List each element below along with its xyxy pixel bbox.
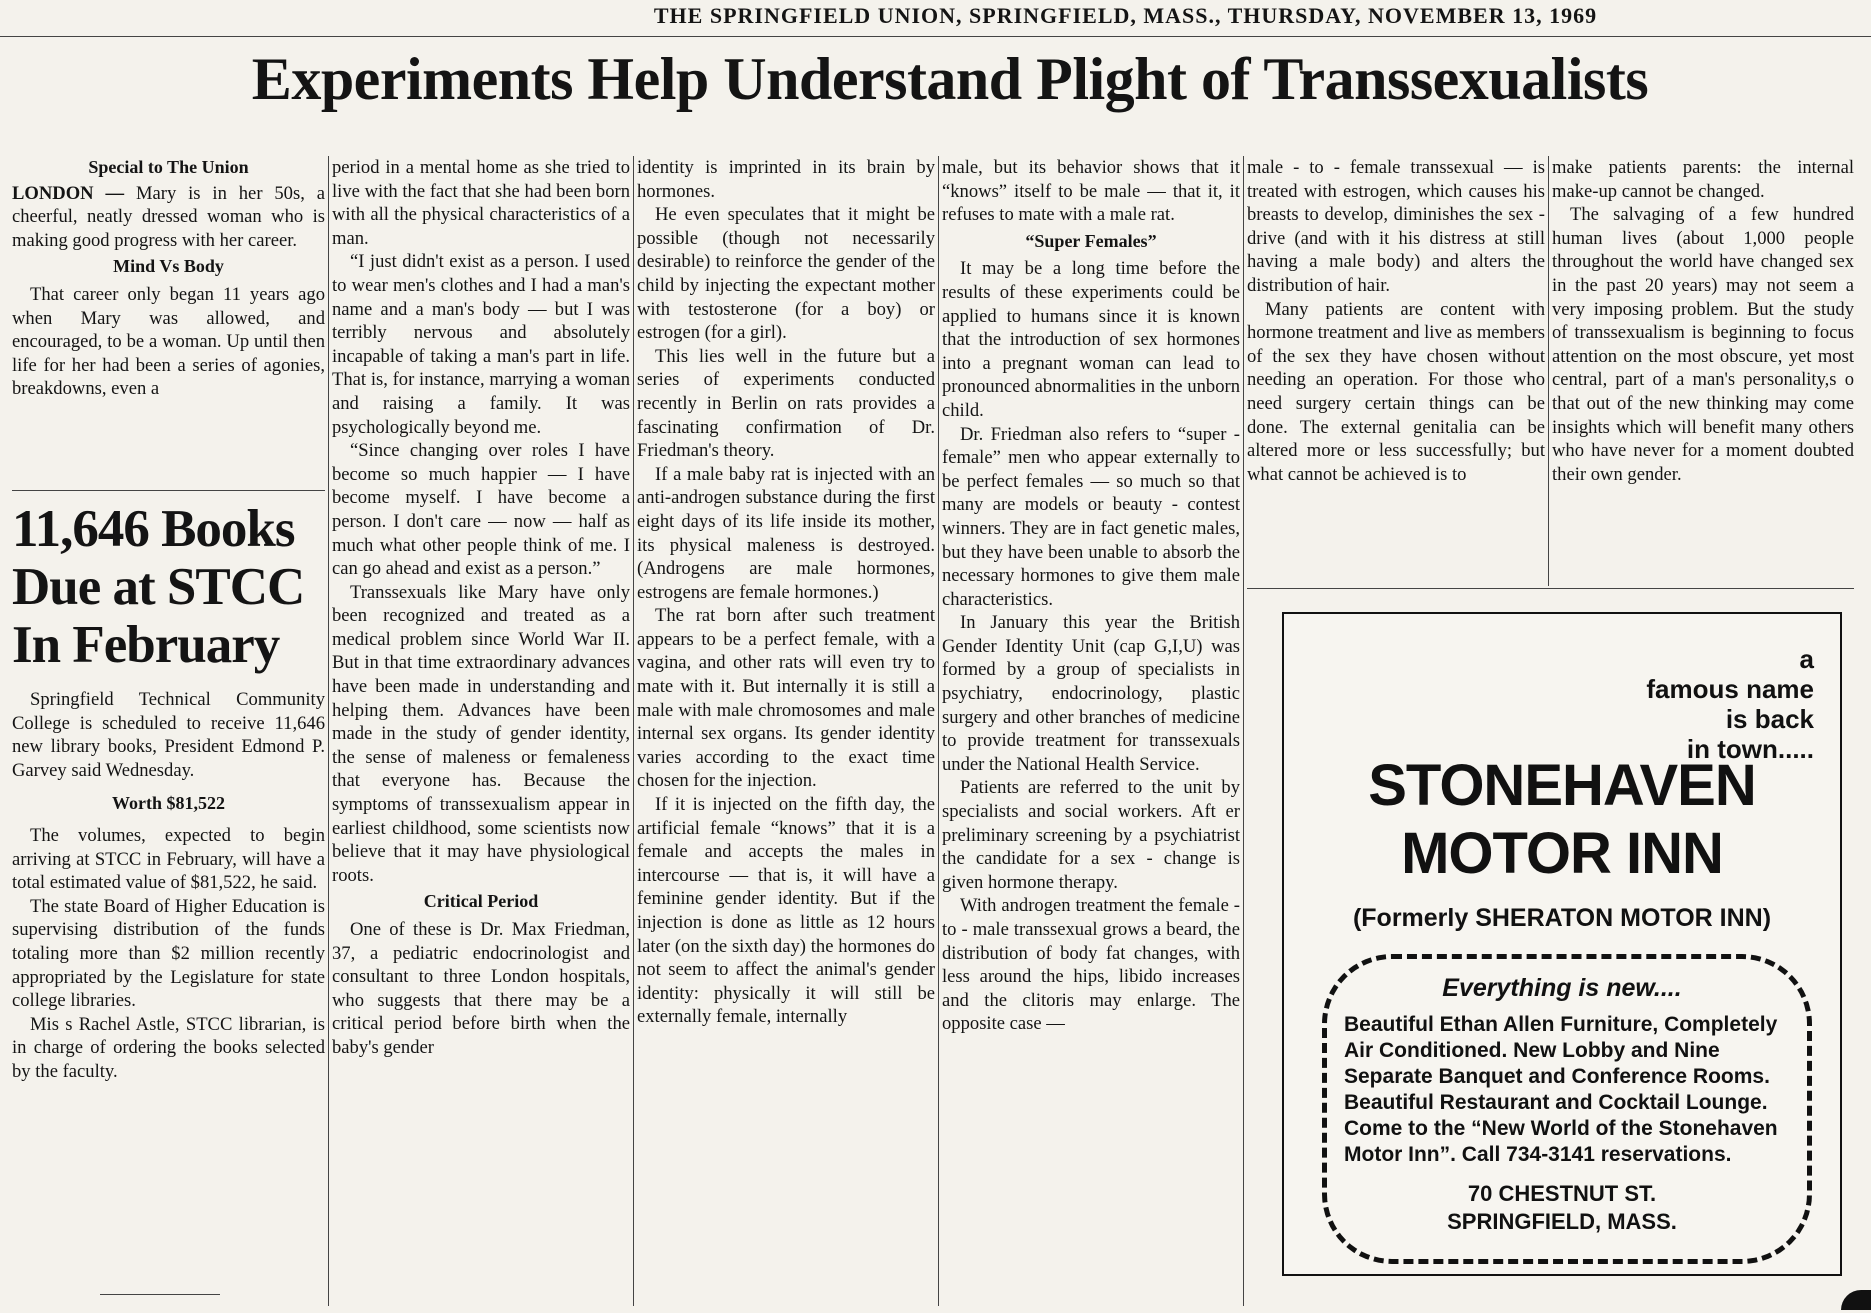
article-paragraph: The rat born after such treatment appears to be a perfect female, with a vagina, and other rats will even try to mate with it. But internally it is still a male with male chromosomes and male internal sex organs. Its gender identity varies according to the exact time chosen for the injection. — [637, 605, 935, 792]
column-rule — [1243, 156, 1244, 1306]
stcc-paragraph: Mis s Rachel Astle, STCC librarian, is in charge of ordering the books selected by the faculty. — [12, 1013, 325, 1082]
ad-tagline-line: a — [1799, 644, 1814, 674]
stcc-headline — [12, 500, 325, 674]
article-paragraph: One of these is Dr. Max Friedman, 37, a pediatric endocrinologist and consultant to three London hospitals, who suggests that there may be a critical period before birth when the baby's gender — [332, 919, 630, 1058]
ad-description: Beautiful Ethan Allen Furniture, Completely Air Conditioned. New Lobby and Nine Separate Banquet and Conference Rooms. Beautiful Restaurant and Cocktail Lounge. Come to the “New World of the Stonehaven Motor Inn”. Call 734-3141 reservations. — [1344, 1013, 1778, 1166]
lead-paragraph — [12, 182, 325, 253]
page-corner-mark — [1841, 1290, 1871, 1310]
ad-address-line: 70 CHESTNUT ST. — [1467, 1181, 1657, 1206]
story-end-rule — [100, 1294, 220, 1295]
ad-address-line: SPRINGFIELD, MASS. — [1447, 1209, 1677, 1234]
ad-formerly: (Formerly SHERATON MOTOR INN) — [1352, 904, 1772, 932]
stcc-headline-line: 11,646 Books — [12, 500, 295, 558]
subhead-super-females: “Super Females” — [1025, 230, 1157, 251]
article-end-rule — [1247, 588, 1854, 589]
ad-tagline-line: famous name — [1646, 674, 1814, 704]
article-column-5 — [1247, 156, 1545, 581]
ad-business-name — [1284, 752, 1840, 888]
masthead-rule — [0, 36, 1871, 37]
article-column-4 — [942, 156, 1240, 1306]
byline: Special to The Union — [88, 157, 249, 177]
stcc-headline-line: In February — [12, 616, 280, 674]
subhead-critical-period: Critical Period — [423, 891, 539, 912]
stcc-paragraph: Springfield Technical Community College is scheduled to receive 11,646 new library books, President Edmond P. Garvey said Wednesday. — [12, 689, 325, 781]
stonehaven-advertisement — [1282, 612, 1842, 1276]
column-rule — [633, 156, 634, 1306]
article-column-2 — [332, 156, 630, 1306]
article-column-3 — [637, 156, 935, 1306]
article-paragraph: The salvaging of a few hundred human lives (about 1,000 people throughout the world have changed sex in the past 20 years) may not seem a very imposing problem. But the study of transsexualism is beginning to focus attention on the most obscure, yet most central, part of a man's personality,s o that out of the new thinking may come insights which will benefit many others who have never for a moment doubted their own gender. — [1552, 204, 1854, 485]
dateline: LONDON — — [12, 182, 125, 204]
lead-text: Mary is in her 50s, a cheerful, neatly dressed woman who is making good progress with her career. — [12, 182, 325, 251]
article-paragraph: male - to - female transsexual — is treated with estrogen, which causes his breasts to develop, diminishes the sex - drive (and with it his distress at still having a male body) and alters the distribution of hair. — [1247, 157, 1545, 296]
article-paragraph: Many patients are content with hormone treatment and live as members of the sex they have chosen without needing an operation. For those who need surgery certain things can be done. The external genitalia can be altered more or less successfully; but what cannot be achieved is to — [1247, 298, 1545, 485]
article-paragraph: Dr. Friedman also refers to “super - female” men who appear externally to be perfect females — so much so that many are models or beauty - contest winners. They are in fact genetic males, but they have been unable to absorb the necessary hormones to give them male characteristics. — [942, 423, 1240, 610]
stcc-headline-line: Due at STCC — [12, 558, 305, 616]
article-paragraph: If it is injected on the fifth day, the artificial female “knows” that it is a female and accepts the males in intercourse — that is, it will have a feminine gender identity. But if the injection is done as little as 12 hours later (on the sixth day) the hormones do not seem to affect the animal's gender identity: physically it will still be externally female, internally — [637, 794, 935, 1028]
article-paragraph: That career only began 11 years ago when Mary was allowed, and encouraged, to be a woman. Up until then life for her had been a series of agonies, breakdowns, even a — [12, 283, 325, 400]
column-rule — [1548, 156, 1549, 586]
article-headline: Experiments Help Understand Plight of Transsexualists — [251, 46, 1649, 112]
stcc-paragraph: The state Board of Higher Education is supervising distribution of the funds totaling more than $2 million recently appropriated by the Legislature for state college libraries. — [12, 895, 325, 1012]
stcc-paragraph: The volumes, expected to begin arriving at STCC in February, will have a total estimated value of $81,522, he said. — [12, 824, 325, 894]
column-rule — [328, 156, 329, 1306]
ad-name-line: STONEHAVEN — [1368, 753, 1756, 818]
stcc-story — [12, 500, 325, 1300]
ad-tagline-line: in town..... — [1686, 734, 1814, 764]
subhead-worth: Worth $81,522 — [111, 793, 225, 814]
article-column-1 — [12, 156, 325, 456]
ad-tagline-line: is back — [1725, 704, 1814, 734]
subhead-mind-vs-body: Mind Vs Body — [113, 256, 224, 277]
article-paragraph: identity is imprinted in its brain by hormones. — [637, 157, 935, 202]
article-paragraph: male, but its behavior shows that it “knows” itself to be male — that it, it refuses to mate with a male rat. — [942, 157, 1240, 226]
article-paragraph: period in a mental home as she tried to live with the fact that she had been born with all the physical characteristics of a man. — [332, 157, 630, 249]
column-rule — [938, 156, 939, 1306]
article-paragraph: It may be a long time before the results of these experiments could be applied to humans since it is known that the introduction of sex hormones into a pregnant woman can lead to pronounced abnormalities in the unborn child. — [942, 258, 1240, 421]
ad-everything-new: Everything is new.... — [1442, 974, 1682, 1002]
article-paragraph: make patients parents: the internal make-up cannot be changed. — [1552, 157, 1854, 202]
section-divider — [12, 490, 325, 491]
article-paragraph: “Since changing over roles I have become so much happier — I have become myself. I have become a person. I don't care — now — half as much what other people think of me. I can go ahead and exist as a person.” — [332, 440, 630, 580]
article-paragraph: If a male baby rat is injected with an anti-androgen substance during the first eight days of its life inside its mother, its physical maleness is destroyed. (Androgens are male hormones, estrogens are female hormones.) — [637, 463, 935, 603]
ad-address — [1284, 1180, 1840, 1236]
masthead-text: THE SPRINGFIELD UNION, SPRINGFIELD, MASS., THURSDAY, NOVEMBER 13, 1969 — [653, 3, 1598, 28]
article-paragraph: This lies well in the future but a series of experiments conducted recently in Berlin on rats provides a fascinating confirmation of Dr. Friedman's theory. — [637, 345, 935, 462]
ad-tagline — [1646, 644, 1814, 764]
masthead — [0, 3, 1871, 29]
article-paragraph: He even speculates that it might be possible (though not necessarily desirable) to reinforce the gender of the child by injecting the expectant mother with testosterone (for a boy) or estrogen (for a girl). — [637, 204, 935, 344]
article-column-6 — [1552, 156, 1854, 581]
article-paragraph: Patients are referred to the unit by specialists and social workers. Aft er preliminary screening by a psychiatrist the candidate for a sex - change is given hormone therapy. — [942, 777, 1240, 893]
article-paragraph: With androgen treatment the female - to - male transsexual grows a beard, the distribution of body fat changes, with less around the hips, libido increases and the clitoris may enlarge. The opposite case — — [942, 895, 1240, 1035]
article-paragraph: Transsexuals like Mary have only been recognized and treated as a medical problem since World War II. But in that time extraordinary advances have been made in understanding and helping them. Advances have been made in the study of gender identity, the sense of maleness or femaleness that everyone has. Because the symptoms of transsexualism appear in earliest childhood, some scientists now believe that it may have physiological roots. — [332, 581, 630, 886]
article-paragraph: In January this year the British Gender Identity Unit (cap G,I,U) was formed by a group of specialists in psychiatry, endocrinology, plastic surgery and other branches of medicine to provide treatment for transsexuals under the National Health Service. — [942, 612, 1240, 775]
article-paragraph: “I just didn't exist as a person. I used to wear men's clothes and I had a man's name and a man's body — but I was terribly nervous and absolutely incapable of taking a man's part in life. That is, for instance, marrying a woman and raising a family. It was psychologically beyond me. — [332, 251, 630, 438]
ad-name-line: MOTOR INN — [1401, 821, 1723, 886]
